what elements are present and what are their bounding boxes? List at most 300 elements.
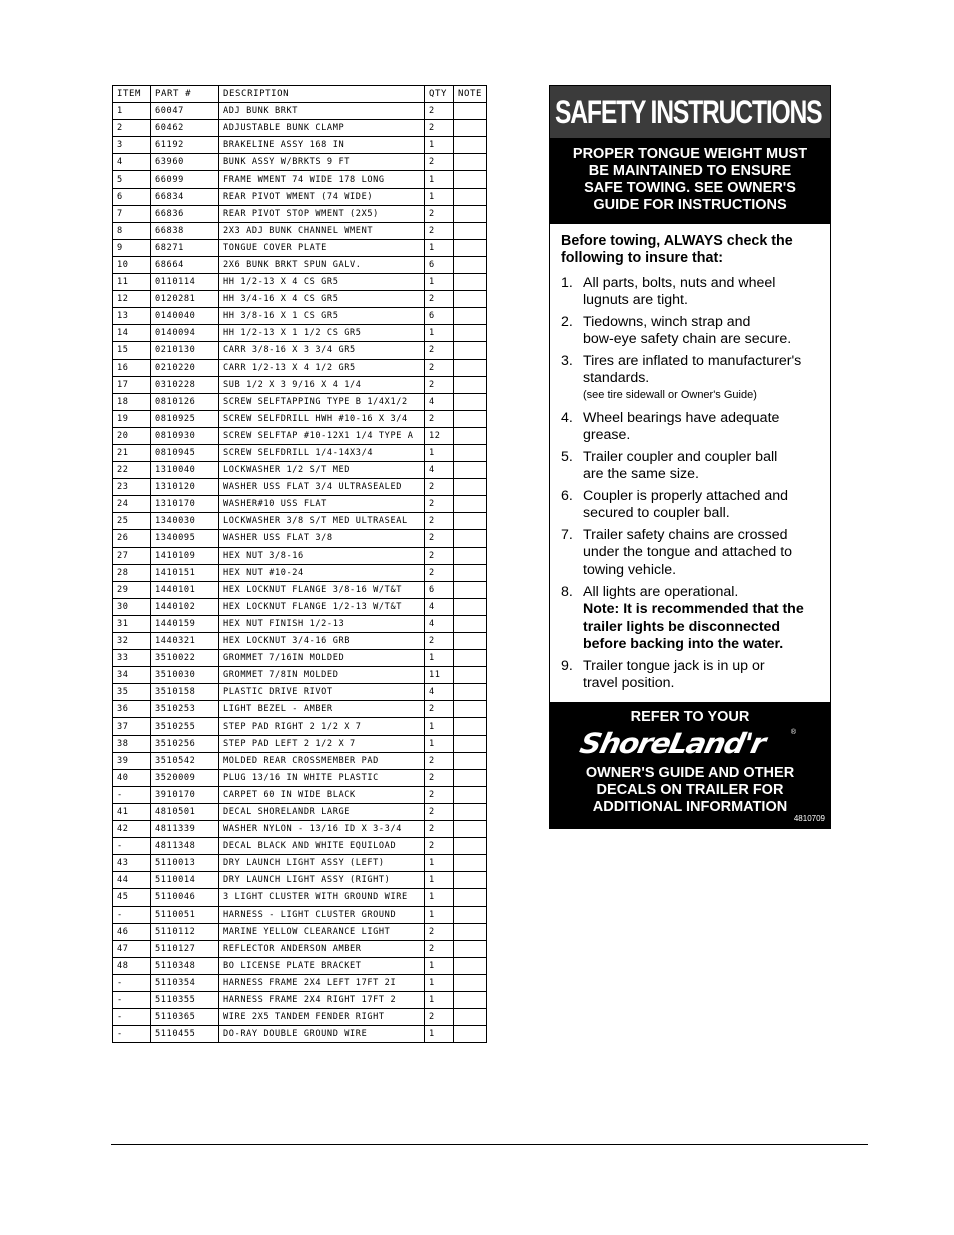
cell-item-number: 41 — [113, 803, 151, 820]
cell-item-number: 7 — [113, 205, 151, 222]
cell-description: HEX NUT 3/8-16 — [219, 547, 425, 564]
cell-item-number: 20 — [113, 427, 151, 444]
table-row — [113, 205, 487, 222]
cell-note — [454, 889, 487, 906]
cell-note — [454, 393, 487, 410]
item-note-line: trailer lights be disconnected — [583, 618, 781, 635]
cell-item-number: 33 — [113, 650, 151, 667]
cell-description: PLASTIC DRIVE RIVOT — [219, 684, 425, 701]
table-row — [113, 393, 487, 410]
cell-description: HEX NUT #10-24 — [219, 564, 425, 581]
cell-qty: 1 — [425, 444, 454, 461]
cell-description: SCREW SELFDRILL HWH #10-16 X 3/4 — [219, 410, 425, 427]
header-qty: QTY — [425, 86, 454, 103]
cell-item-number: - — [113, 974, 151, 991]
cell-part-number: 5110455 — [151, 1026, 219, 1043]
intro-line: Before towing, ALWAYS check the — [561, 233, 793, 249]
cell-qty: 1 — [425, 188, 454, 205]
cell-description: FRAME WMENT 74 WIDE 178 LONG — [219, 171, 425, 188]
cell-note — [454, 1009, 487, 1026]
cell-qty: 4 — [425, 615, 454, 632]
cell-qty: 2 — [425, 701, 454, 718]
cell-part-number: 1440159 — [151, 615, 219, 632]
cell-item-number: 34 — [113, 667, 151, 684]
table-row — [113, 462, 487, 479]
cell-qty: 1 — [425, 325, 454, 342]
table-row — [113, 957, 487, 974]
cell-description: MOLDED REAR CROSSMEMBER PAD — [219, 752, 425, 769]
cell-description: HEX LOCKNUT 3/4-16 GRB — [219, 633, 425, 650]
header-item: ITEM — [113, 86, 151, 103]
cell-item-number: 21 — [113, 444, 151, 461]
item-line: Wheel bearings have adequate — [583, 410, 780, 426]
cell-description: TONGUE COVER PLATE — [219, 239, 425, 256]
item-note-line: Note: It is recommended that the — [583, 601, 804, 618]
cell-item-number: - — [113, 906, 151, 923]
table-row — [113, 308, 487, 325]
cell-part-number: 1410109 — [151, 547, 219, 564]
cell-note — [454, 752, 487, 769]
cell-qty: 2 — [425, 376, 454, 393]
cell-qty: 6 — [425, 256, 454, 273]
cell-note — [454, 735, 487, 752]
cell-part-number: 3510542 — [151, 752, 219, 769]
table-row — [113, 342, 487, 359]
cell-part-number: 1340095 — [151, 530, 219, 547]
cell-part-number: 5110014 — [151, 872, 219, 889]
cell-item-number: 48 — [113, 957, 151, 974]
cell-qty: 2 — [425, 940, 454, 957]
cell-note — [454, 650, 487, 667]
checklist-body — [550, 224, 830, 702]
cell-qty: 2 — [425, 496, 454, 513]
cell-item-number: - — [113, 838, 151, 855]
cell-part-number: 1310040 — [151, 462, 219, 479]
table-row — [113, 359, 487, 376]
table-row — [113, 855, 487, 872]
cell-note — [454, 496, 487, 513]
cell-note — [454, 906, 487, 923]
cell-item-number: 29 — [113, 581, 151, 598]
parts-table — [112, 85, 487, 1043]
cell-qty: 2 — [425, 410, 454, 427]
cell-qty: 6 — [425, 581, 454, 598]
cell-note — [454, 974, 487, 991]
cell-qty: 1 — [425, 906, 454, 923]
cell-qty: 2 — [425, 633, 454, 650]
table-row — [113, 735, 487, 752]
cell-part-number: 0110114 — [151, 274, 219, 291]
cell-description: BRAKELINE ASSY 168 IN — [219, 137, 425, 154]
table-row — [113, 838, 487, 855]
cell-item-number: 16 — [113, 359, 151, 376]
cell-item-number: 35 — [113, 684, 151, 701]
cell-part-number: 5110355 — [151, 991, 219, 1008]
table-row — [113, 701, 487, 718]
tongue-weight-warning — [550, 138, 830, 224]
cell-part-number: 1440101 — [151, 581, 219, 598]
item-number: 3. — [561, 353, 573, 369]
cell-item-number: 39 — [113, 752, 151, 769]
cell-description: CARPET 60 IN WIDE BLACK — [219, 786, 425, 803]
cell-qty: 2 — [425, 803, 454, 820]
cell-part-number: 4811348 — [151, 838, 219, 855]
cell-description: LIGHT BEZEL - AMBER — [219, 701, 425, 718]
cell-part-number: 5110127 — [151, 940, 219, 957]
cell-item-number: 6 — [113, 188, 151, 205]
cell-description: REAR PIVOT STOP WMENT (2X5) — [219, 205, 425, 222]
cell-part-number: 3520009 — [151, 769, 219, 786]
cell-item-number: 27 — [113, 547, 151, 564]
cell-qty: 2 — [425, 222, 454, 239]
cell-note — [454, 923, 487, 940]
checklist-intro — [561, 233, 826, 267]
cell-part-number: 3510255 — [151, 718, 219, 735]
table-row — [113, 769, 487, 786]
table-row — [113, 906, 487, 923]
cell-item-number: 32 — [113, 633, 151, 650]
cell-note — [454, 308, 487, 325]
cell-part-number: 3510253 — [151, 701, 219, 718]
table-row — [113, 188, 487, 205]
cell-description: CARR 1/2-13 X 4 1/2 GR5 — [219, 359, 425, 376]
cell-description: DECAL SHORELANDR LARGE — [219, 803, 425, 820]
cell-description: PLUG 13/16 IN WHITE PLASTIC — [219, 769, 425, 786]
table-row — [113, 564, 487, 581]
cell-note — [454, 291, 487, 308]
item-subnote: (see tire sidewall or Owner's Guide) — [583, 388, 757, 401]
cell-description: STEP PAD RIGHT 2 1/2 X 7 — [219, 718, 425, 735]
cell-qty: 4 — [425, 393, 454, 410]
cell-qty: 4 — [425, 684, 454, 701]
cell-note — [454, 103, 487, 120]
cell-qty: 2 — [425, 342, 454, 359]
cell-note — [454, 239, 487, 256]
cell-note — [454, 957, 487, 974]
cell-item-number: 13 — [113, 308, 151, 325]
cell-qty: 2 — [425, 103, 454, 120]
cell-description: DECAL BLACK AND WHITE EQUILOAD — [219, 838, 425, 855]
cell-note — [454, 222, 487, 239]
cell-description: WIRE 2X5 TANDEM FENDER RIGHT — [219, 1009, 425, 1026]
cell-item-number: 42 — [113, 821, 151, 838]
cell-description: HARNESS FRAME 2X4 LEFT 17FT 2I — [219, 974, 425, 991]
cell-description: HEX LOCKNUT FLANGE 3/8-16 W/T&T — [219, 581, 425, 598]
item-number: 1. — [561, 275, 573, 291]
cell-qty: 2 — [425, 291, 454, 308]
cell-description: HH 1/2-13 X 1 1/2 CS GR5 — [219, 325, 425, 342]
cell-description: WASHER#10 USS FLAT — [219, 496, 425, 513]
table-row — [113, 444, 487, 461]
cell-item-number: 30 — [113, 598, 151, 615]
cell-item-number: 43 — [113, 855, 151, 872]
table-row — [113, 667, 487, 684]
table-row — [113, 803, 487, 820]
cell-note — [454, 547, 487, 564]
cell-qty: 2 — [425, 359, 454, 376]
cell-part-number: 1310170 — [151, 496, 219, 513]
cell-qty: 2 — [425, 821, 454, 838]
cell-part-number: 5110013 — [151, 855, 219, 872]
cell-item-number: 4 — [113, 154, 151, 171]
cell-description: WASHER NYLON - 13/16 ID X 3-3/4 — [219, 821, 425, 838]
cell-note — [454, 633, 487, 650]
item-number: 6. — [561, 488, 573, 504]
cell-description: 2X3 ADJ BUNK CHANNEL WMENT — [219, 222, 425, 239]
cell-part-number: 68271 — [151, 239, 219, 256]
cell-part-number: 3510256 — [151, 735, 219, 752]
cell-qty: 4 — [425, 462, 454, 479]
table-row — [113, 427, 487, 444]
cell-qty: 1 — [425, 274, 454, 291]
cell-note — [454, 872, 487, 889]
bottom-line: DECALS ON TRAILER FOR — [596, 782, 784, 798]
cell-description: HEX LOCKNUT FLANGE 1/2-13 W/T&T — [219, 598, 425, 615]
bottom-line: ADDITIONAL INFORMATION — [592, 799, 788, 815]
cell-note — [454, 410, 487, 427]
cell-description: SCREW SELFTAPPING TYPE B 1/4X1/2 — [219, 393, 425, 410]
cell-part-number: 5110046 — [151, 889, 219, 906]
item-line: are the same size. — [583, 466, 699, 483]
table-row — [113, 376, 487, 393]
cell-part-number: 3910170 — [151, 786, 219, 803]
cell-description: DRY LAUNCH LIGHT ASSY (RIGHT) — [219, 872, 425, 889]
warning-line: GUIDE FOR INSTRUCTIONS — [593, 197, 787, 213]
cell-description: DRY LAUNCH LIGHT ASSY (LEFT) — [219, 855, 425, 872]
item-line: lugnuts are tight. — [583, 292, 688, 309]
cell-note — [454, 940, 487, 957]
table-row — [113, 581, 487, 598]
cell-item-number: 18 — [113, 393, 151, 410]
cell-qty: 2 — [425, 547, 454, 564]
cell-part-number: 0310228 — [151, 376, 219, 393]
table-row — [113, 103, 487, 120]
item-line: under the tongue and attached to — [583, 544, 793, 561]
cell-part-number: 66099 — [151, 171, 219, 188]
cell-note — [454, 359, 487, 376]
item-line: travel position. — [583, 675, 675, 692]
cell-part-number: 66834 — [151, 188, 219, 205]
table-row — [113, 752, 487, 769]
header-description: DESCRIPTION — [219, 86, 425, 103]
cell-qty: 1 — [425, 974, 454, 991]
cell-qty: 2 — [425, 513, 454, 530]
table-row — [113, 120, 487, 137]
cell-description: 2X6 BUNK BRKT SPUN GALV. — [219, 256, 425, 273]
item-number: 9. — [561, 658, 573, 674]
cell-qty: 1 — [425, 957, 454, 974]
cell-part-number: 3510022 — [151, 650, 219, 667]
table-row — [113, 1026, 487, 1043]
cell-part-number: 5110051 — [151, 906, 219, 923]
item-number: 8. — [561, 584, 573, 600]
table-row — [113, 479, 487, 496]
cell-item-number: 31 — [113, 615, 151, 632]
cell-note — [454, 769, 487, 786]
cell-qty: 1 — [425, 171, 454, 188]
cell-item-number: 26 — [113, 530, 151, 547]
warning-line: BE MAINTAINED TO ENSURE — [588, 163, 792, 179]
cell-part-number: 3510030 — [151, 667, 219, 684]
cell-part-number: 0140094 — [151, 325, 219, 342]
cell-qty: 1 — [425, 889, 454, 906]
cell-description: REFLECTOR ANDERSON AMBER — [219, 940, 425, 957]
cell-item-number: - — [113, 991, 151, 1008]
cell-note — [454, 821, 487, 838]
cell-note — [454, 479, 487, 496]
cell-item-number: 25 — [113, 513, 151, 530]
decal-title: SAFETY INSTRUCTIONS — [555, 94, 822, 130]
cell-part-number: 60462 — [151, 120, 219, 137]
safety-instructions-decal — [549, 85, 831, 829]
item-number: 5. — [561, 449, 573, 465]
cell-qty: 1 — [425, 718, 454, 735]
table-row — [113, 530, 487, 547]
cell-part-number: 1440321 — [151, 633, 219, 650]
cell-qty: 2 — [425, 769, 454, 786]
cell-qty: 2 — [425, 564, 454, 581]
cell-qty: 2 — [425, 479, 454, 496]
cell-description: BO LICENSE PLATE BRACKET — [219, 957, 425, 974]
cell-description: HEX NUT FINISH 1/2-13 — [219, 615, 425, 632]
cell-description: CARR 3/8-16 X 3 3/4 GR5 — [219, 342, 425, 359]
cell-qty: 2 — [425, 923, 454, 940]
cell-item-number: 8 — [113, 222, 151, 239]
cell-note — [454, 342, 487, 359]
cell-note — [454, 137, 487, 154]
footer-divider — [111, 1144, 868, 1145]
cell-part-number: 1310120 — [151, 479, 219, 496]
cell-description: LOCKWASHER 1/2 S/T MED — [219, 462, 425, 479]
table-row — [113, 239, 487, 256]
cell-note — [454, 376, 487, 393]
cell-item-number: 5 — [113, 171, 151, 188]
intro-line: following to insure that: — [561, 250, 724, 266]
cell-note — [454, 838, 487, 855]
cell-item-number: 17 — [113, 376, 151, 393]
cell-description: WASHER USS FLAT 3/4 ULTRASEALED — [219, 479, 425, 496]
warning-line: PROPER TONGUE WEIGHT MUST — [572, 146, 808, 162]
item-line: All lights are operational. — [583, 584, 739, 600]
cell-note — [454, 615, 487, 632]
table-row — [113, 410, 487, 427]
item-line: Tires are inflated to manufacturer's — [583, 353, 802, 369]
cell-part-number: 5110112 — [151, 923, 219, 940]
table-row — [113, 923, 487, 940]
cell-item-number: 2 — [113, 120, 151, 137]
cell-item-number: - — [113, 1009, 151, 1026]
refer-line: REFER TO YOUR — [630, 709, 750, 725]
cell-part-number: 61192 — [151, 137, 219, 154]
cell-item-number: 14 — [113, 325, 151, 342]
table-row — [113, 598, 487, 615]
cell-part-number: 66836 — [151, 205, 219, 222]
table-row — [113, 684, 487, 701]
cell-part-number: 0210220 — [151, 359, 219, 376]
cell-qty: 2 — [425, 838, 454, 855]
cell-item-number: - — [113, 786, 151, 803]
table-row — [113, 1009, 487, 1026]
cell-part-number: 5110354 — [151, 974, 219, 991]
cell-qty: 12 — [425, 427, 454, 444]
item-line: standards. — [583, 370, 650, 387]
cell-description: HH 3/4-16 X 4 CS GR5 — [219, 291, 425, 308]
cell-description: SCREW SELFTAP #10-12X1 1/4 TYPE A — [219, 427, 425, 444]
table-row — [113, 325, 487, 342]
cell-description: MARINE YELLOW CLEARANCE LIGHT — [219, 923, 425, 940]
cell-part-number: 60047 — [151, 103, 219, 120]
cell-note — [454, 684, 487, 701]
cell-description: ADJUSTABLE BUNK CLAMP — [219, 120, 425, 137]
cell-qty: 1 — [425, 735, 454, 752]
cell-item-number: 44 — [113, 872, 151, 889]
cell-part-number: 63960 — [151, 154, 219, 171]
cell-note — [454, 154, 487, 171]
item-line: bow-eye safety chain are secure. — [583, 331, 792, 348]
cell-item-number: 38 — [113, 735, 151, 752]
item-line: Trailer safety chains are crossed — [583, 527, 788, 543]
cell-note — [454, 598, 487, 615]
table-row — [113, 137, 487, 154]
cell-note — [454, 1026, 487, 1043]
cell-qty: 1 — [425, 991, 454, 1008]
item-line: Coupler is properly attached and — [583, 488, 789, 504]
cell-description: WASHER USS FLAT 3/8 — [219, 530, 425, 547]
decal-title-band — [550, 86, 830, 142]
table-row — [113, 650, 487, 667]
table-row — [113, 872, 487, 889]
shorelandr-logo — [576, 727, 796, 763]
item-note-line: before backing into the water. — [583, 635, 784, 652]
table-row — [113, 291, 487, 308]
item-line: towing vehicle. — [583, 561, 677, 578]
cell-qty: 2 — [425, 205, 454, 222]
cell-item-number: 45 — [113, 889, 151, 906]
cell-note — [454, 581, 487, 598]
cell-item-number: 10 — [113, 256, 151, 273]
cell-note — [454, 718, 487, 735]
cell-note — [454, 325, 487, 342]
cell-qty: 6 — [425, 308, 454, 325]
cell-description: ADJ BUNK BRKT — [219, 103, 425, 120]
item-line: All parts, bolts, nuts and wheel — [583, 275, 776, 291]
cell-item-number: 3 — [113, 137, 151, 154]
cell-item-number: 22 — [113, 462, 151, 479]
header-part-number: PART # — [151, 86, 219, 103]
cell-item-number: 11 — [113, 274, 151, 291]
cell-note — [454, 530, 487, 547]
cell-qty: 2 — [425, 530, 454, 547]
decal-part-code: 4810709 — [793, 814, 825, 823]
cell-part-number: 0210130 — [151, 342, 219, 359]
cell-part-number: 1340030 — [151, 513, 219, 530]
registered-mark: ® — [790, 729, 796, 736]
item-number: 2. — [561, 314, 573, 330]
cell-note — [454, 171, 487, 188]
cell-note — [454, 462, 487, 479]
cell-note — [454, 855, 487, 872]
cell-qty: 1 — [425, 872, 454, 889]
cell-note — [454, 786, 487, 803]
cell-note — [454, 991, 487, 1008]
table-row — [113, 633, 487, 650]
cell-description: SUB 1/2 X 3 9/16 X 4 1/4 — [219, 376, 425, 393]
cell-item-number: 19 — [113, 410, 151, 427]
cell-description: STEP PAD LEFT 2 1/2 X 7 — [219, 735, 425, 752]
warning-line: SAFE TOWING. SEE OWNER'S — [584, 180, 796, 196]
cell-description: GROMMET 7/8IN MOLDED — [219, 667, 425, 684]
cell-qty: 1 — [425, 1026, 454, 1043]
